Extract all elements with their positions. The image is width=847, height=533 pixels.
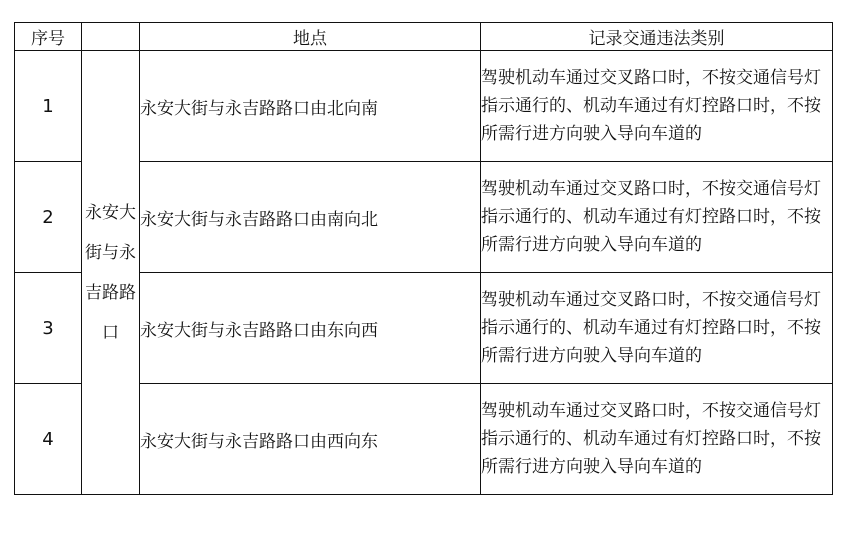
row-index: 4 bbox=[15, 384, 82, 495]
header-violation: 记录交通违法类别 bbox=[481, 23, 833, 51]
header-area bbox=[82, 23, 140, 51]
row-violation: 驾驶机动车通过交叉路口时，不按交通信号灯指示通行的、机动车通过有灯控路口时，不按所需行进方向驶入导向车道的 bbox=[481, 51, 833, 162]
violations-table bbox=[14, 22, 833, 495]
header-location: 地点 bbox=[140, 23, 481, 51]
row-location: 永安大街与永吉路路口由西向东 bbox=[140, 384, 481, 495]
row-index: 2 bbox=[15, 162, 82, 273]
row-location: 永安大街与永吉路路口由南向北 bbox=[140, 162, 481, 273]
merged-area-cell: 永安大街与永吉路路口 bbox=[82, 51, 140, 495]
table-row bbox=[15, 51, 833, 162]
row-location: 永安大街与永吉路路口由东向西 bbox=[140, 273, 481, 384]
row-violation: 驾驶机动车通过交叉路口时，不按交通信号灯指示通行的、机动车通过有灯控路口时，不按所需行进方向驶入导向车道的 bbox=[481, 384, 833, 495]
row-index: 1 bbox=[15, 51, 82, 162]
row-violation: 驾驶机动车通过交叉路口时，不按交通信号灯指示通行的、机动车通过有灯控路口时，不按所需行进方向驶入导向车道的 bbox=[481, 273, 833, 384]
header-row bbox=[15, 23, 833, 51]
header-index: 序号 bbox=[15, 23, 82, 51]
row-index: 3 bbox=[15, 273, 82, 384]
row-violation: 驾驶机动车通过交叉路口时，不按交通信号灯指示通行的、机动车通过有灯控路口时，不按所需行进方向驶入导向车道的 bbox=[481, 162, 833, 273]
row-location: 永安大街与永吉路路口由北向南 bbox=[140, 51, 481, 162]
